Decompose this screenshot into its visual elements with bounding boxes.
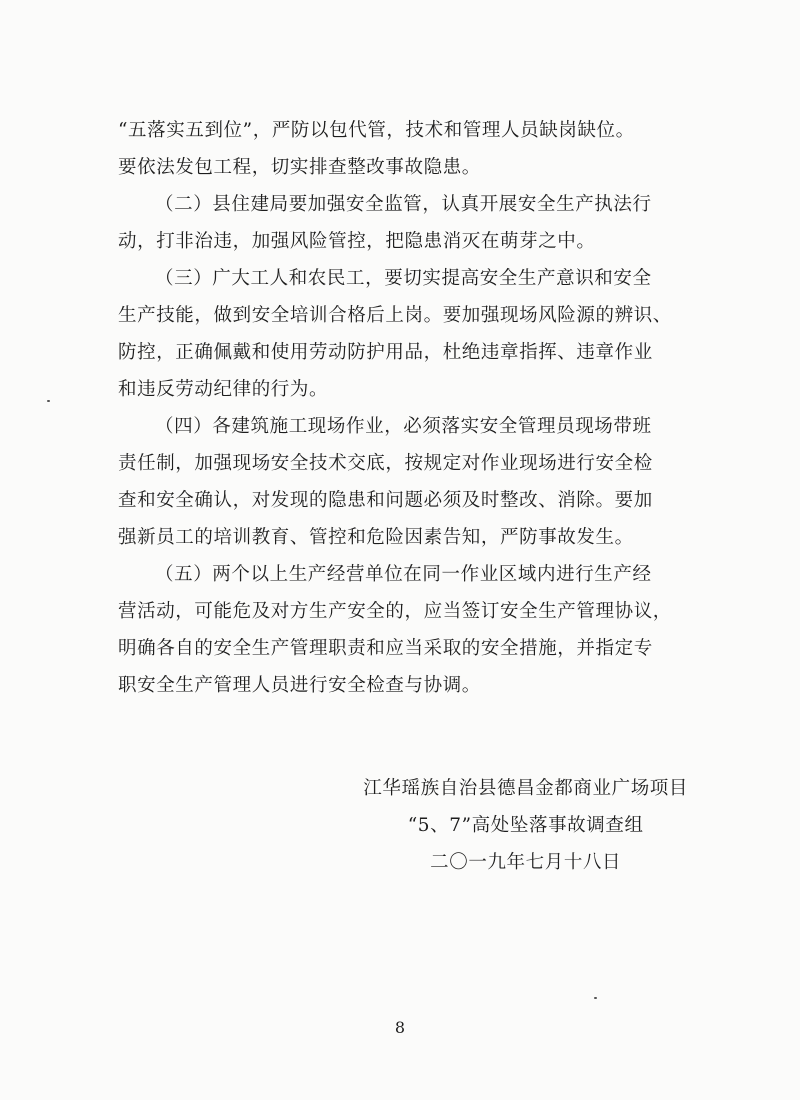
paragraph-line: 生产技能，做到安全培训合格后上岗。要加强现场风险源的辨识、 bbox=[118, 305, 672, 326]
paragraph-line: 动，打非治违，加强风险管控，把隐患消灭在萌芽之中。 bbox=[118, 231, 596, 252]
paragraph-line: “五落实五到位”，严防以包代管，技术和管理人员缺岗缺位。 bbox=[118, 120, 635, 141]
signature-org-line-2: “5、7”高处坠落事故调查组 bbox=[407, 815, 644, 836]
paragraph-2 bbox=[118, 186, 698, 260]
paragraph-line: 和违反劳动纪律的行为。 bbox=[118, 379, 329, 400]
paragraph-line: 职安全生产管理人员进行安全检查与协调。 bbox=[118, 675, 481, 696]
paragraph-3 bbox=[118, 260, 698, 408]
paragraph-line: 强新员工的培训教育、管控和危险因素告知，严防事故发生。 bbox=[118, 527, 634, 548]
paragraph-line: （二）县住建局要加强安全监管，认真开展安全生产执法行 bbox=[155, 194, 652, 215]
paragraph-line: 营活动，可能危及对方生产安全的，应当签订安全生产管理协议， bbox=[118, 601, 672, 622]
page-number: 8 bbox=[394, 1018, 406, 1037]
paragraph-line: 查和安全确认，对发现的隐患和问题必须及时整改、消除。要加 bbox=[118, 490, 653, 511]
paragraph-line: （五）两个以上生产经营单位在同一作业区域内进行生产经 bbox=[155, 564, 652, 585]
signature-date: 二〇一九年七月十八日 bbox=[430, 852, 622, 873]
paragraph-line: （三）广大工人和农民工，要切实提高安全生产意识和安全 bbox=[155, 268, 652, 289]
paragraph-line: 防控，正确佩戴和使用劳动防护用品，杜绝违章指挥、违章作业 bbox=[118, 342, 653, 363]
scan-speck bbox=[47, 400, 50, 402]
paragraph-1 bbox=[118, 112, 698, 186]
signature-block bbox=[363, 770, 688, 881]
paragraph-line: 要依法发包工程，切实排查整改事故隐患。 bbox=[118, 157, 481, 178]
paragraph-line: 明确各自的安全生产管理职责和应当采取的安全措施，并指定专 bbox=[118, 638, 653, 659]
scan-speck bbox=[594, 997, 597, 999]
body-text bbox=[118, 112, 698, 704]
paragraph-5 bbox=[118, 556, 698, 704]
paragraph-line: （四）各建筑施工现场作业，必须落实安全管理员现场带班 bbox=[155, 416, 652, 437]
paragraph-4 bbox=[118, 408, 698, 556]
signature-org-line-1: 江华瑶族自治县德昌金都商业广场项目 bbox=[363, 778, 688, 799]
paragraph-line: 责任制，加强现场安全技术交底，按规定对作业现场进行安全检 bbox=[118, 453, 653, 474]
